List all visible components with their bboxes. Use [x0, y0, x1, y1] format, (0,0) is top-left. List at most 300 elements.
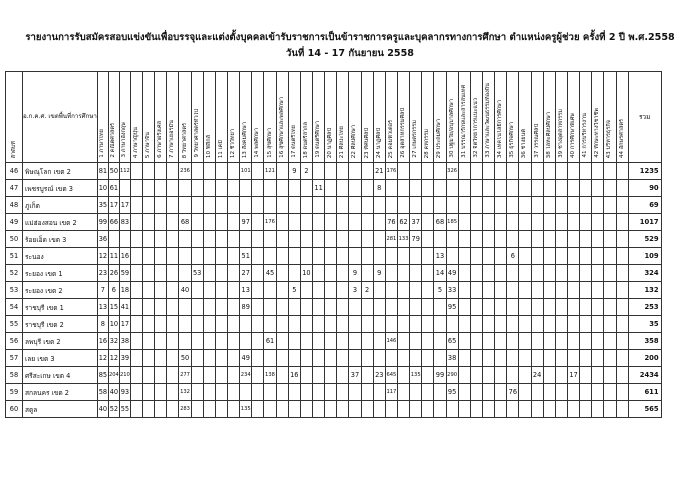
cell-subject-41: [580, 316, 592, 333]
cell-subject-18: [300, 316, 312, 333]
cell-subject-25: [385, 299, 397, 316]
cell-subject-17: [288, 333, 300, 350]
cell-subject-7: [167, 265, 179, 282]
cell-subject-29: 5: [434, 282, 446, 299]
cell-subject-41: [580, 197, 592, 214]
row-area-name: ลพบุรี เขต 2: [23, 333, 98, 350]
cell-subject-1: 58: [97, 384, 108, 401]
cell-subject-1: 23: [97, 265, 108, 282]
cell-subject-41: [580, 350, 592, 367]
row-area-name: ระยอง เขต 2: [23, 282, 98, 299]
row-total: 69: [628, 197, 661, 214]
cell-subject-6: [155, 214, 167, 231]
cell-subject-36: [519, 214, 531, 231]
table-row: [6, 214, 662, 231]
cell-subject-38: [543, 333, 555, 350]
cell-subject-11: [215, 350, 227, 367]
cell-subject-23: [361, 384, 373, 401]
table-row: [6, 367, 662, 384]
cell-subject-29: [434, 197, 446, 214]
cell-subject-36: [519, 384, 531, 401]
cell-subject-25: [385, 197, 397, 214]
cell-subject-37: [531, 282, 543, 299]
row-area-name: แม่ฮ่องสอน เขต 2: [23, 214, 98, 231]
cell-subject-6: [155, 197, 167, 214]
cell-subject-38: [543, 384, 555, 401]
cell-subject-13: 51: [240, 248, 252, 265]
cell-subject-29: [434, 401, 446, 418]
table-row: [6, 163, 662, 180]
cell-subject-26: [397, 197, 409, 214]
cell-subject-35: [507, 163, 519, 180]
cell-subject-16: [276, 384, 288, 401]
cell-subject-37: 24: [531, 367, 543, 384]
cell-subject-35: 6: [507, 248, 519, 265]
cell-subject-4: [130, 180, 142, 197]
cell-subject-43: [604, 180, 616, 197]
cell-subject-7: [167, 333, 179, 350]
cell-subject-9: [191, 367, 203, 384]
cell-subject-23: [361, 197, 373, 214]
row-total: 1017: [628, 214, 661, 231]
cell-subject-25: 76: [385, 214, 397, 231]
cell-subject-34: [495, 299, 507, 316]
cell-subject-35: [507, 350, 519, 367]
cell-subject-35: [507, 367, 519, 384]
table-row: [6, 316, 662, 333]
cell-subject-20: [325, 248, 337, 265]
cell-subject-34: [495, 350, 507, 367]
cell-subject-27: [410, 197, 422, 214]
cell-subject-20: [325, 214, 337, 231]
cell-subject-3: 17: [119, 197, 130, 214]
header-subject-20: 20 นาฏศิลป์: [325, 72, 337, 163]
cell-subject-43: [604, 316, 616, 333]
cell-subject-16: [276, 299, 288, 316]
cell-subject-14: [252, 401, 264, 418]
cell-subject-22: [349, 333, 361, 350]
cell-subject-44: [616, 248, 628, 265]
cell-subject-3: 41: [119, 299, 130, 316]
cell-subject-20: [325, 282, 337, 299]
cell-subject-37: [531, 265, 543, 282]
cell-subject-40: [567, 231, 579, 248]
cell-subject-4: [130, 333, 142, 350]
cell-subject-34: [495, 367, 507, 384]
cell-subject-26: [397, 384, 409, 401]
cell-subject-36: [519, 180, 531, 197]
cell-subject-3: 18: [119, 282, 130, 299]
cell-subject-18: [300, 214, 312, 231]
cell-subject-10: [203, 299, 215, 316]
cell-subject-11: [215, 282, 227, 299]
cell-subject-29: 99: [434, 367, 446, 384]
cell-subject-38: [543, 282, 555, 299]
cell-subject-26: [397, 248, 409, 265]
cell-subject-2: 11: [108, 248, 119, 265]
cell-subject-32: [470, 214, 482, 231]
cell-subject-43: [604, 350, 616, 367]
cell-subject-16: [276, 214, 288, 231]
cell-subject-24: [373, 197, 385, 214]
cell-subject-42: [592, 350, 604, 367]
cell-subject-36: [519, 163, 531, 180]
cell-subject-18: [300, 333, 312, 350]
cell-subject-19: [313, 214, 325, 231]
cell-subject-36: [519, 282, 531, 299]
cell-subject-19: [313, 231, 325, 248]
cell-subject-16: [276, 197, 288, 214]
cell-subject-40: [567, 214, 579, 231]
cell-subject-5: [143, 333, 155, 350]
cell-subject-9: [191, 401, 203, 418]
cell-subject-37: [531, 316, 543, 333]
cell-subject-35: [507, 265, 519, 282]
row-number: 49: [6, 214, 23, 231]
cell-subject-30: 33: [446, 282, 458, 299]
cell-subject-15: [264, 231, 276, 248]
cell-subject-3: 17: [119, 316, 130, 333]
cell-subject-26: [397, 350, 409, 367]
cell-subject-36: [519, 401, 531, 418]
cell-subject-12: [228, 248, 240, 265]
cell-subject-4: [130, 299, 142, 316]
cell-subject-17: [288, 197, 300, 214]
cell-subject-35: [507, 214, 519, 231]
cell-subject-3: 38: [119, 333, 130, 350]
cell-subject-2: [108, 231, 119, 248]
cell-subject-31: [458, 316, 470, 333]
cell-subject-16: [276, 231, 288, 248]
cell-subject-26: [397, 299, 409, 316]
cell-subject-18: [300, 401, 312, 418]
cell-subject-6: [155, 316, 167, 333]
cell-subject-34: [495, 214, 507, 231]
cell-subject-44: [616, 163, 628, 180]
cell-subject-20: [325, 180, 337, 197]
cell-subject-39: [555, 248, 567, 265]
cell-subject-11: [215, 299, 227, 316]
header-subject-30: 30 ปฐมวัย/อนุบาลศึกษา: [446, 72, 458, 163]
cell-subject-12: [228, 384, 240, 401]
cell-subject-34: [495, 265, 507, 282]
cell-subject-15: [264, 248, 276, 265]
cell-subject-22: [349, 316, 361, 333]
cell-subject-41: [580, 333, 592, 350]
cell-subject-43: [604, 214, 616, 231]
cell-subject-20: [325, 367, 337, 384]
cell-subject-14: [252, 231, 264, 248]
cell-subject-14: [252, 384, 264, 401]
cell-subject-1: 35: [97, 197, 108, 214]
cell-subject-12: [228, 163, 240, 180]
row-area-name: ร้อยเอ็ด เขต 3: [23, 231, 98, 248]
cell-subject-20: [325, 265, 337, 282]
cell-subject-31: [458, 180, 470, 197]
cell-subject-20: [325, 401, 337, 418]
cell-subject-41: [580, 231, 592, 248]
cell-subject-30: 65: [446, 333, 458, 350]
row-total: 565: [628, 401, 661, 418]
cell-subject-15: [264, 180, 276, 197]
row-number: 55: [6, 316, 23, 333]
cell-subject-17: [288, 384, 300, 401]
cell-subject-18: [300, 180, 312, 197]
cell-subject-19: [313, 401, 325, 418]
cell-subject-34: [495, 282, 507, 299]
cell-subject-27: 79: [410, 231, 422, 248]
cell-subject-16: [276, 367, 288, 384]
cell-subject-4: [130, 350, 142, 367]
cell-subject-24: [373, 282, 385, 299]
cell-subject-17: 16: [288, 367, 300, 384]
cell-subject-9: [191, 350, 203, 367]
cell-subject-6: [155, 401, 167, 418]
row-total: 529: [628, 231, 661, 248]
row-number: 53: [6, 282, 23, 299]
cell-subject-30: 49: [446, 265, 458, 282]
cell-subject-19: [313, 350, 325, 367]
cell-subject-27: [410, 282, 422, 299]
cell-subject-4: [130, 367, 142, 384]
header-subject-7: 7 ภาษาเยอรมัน: [167, 72, 179, 163]
cell-subject-30: [446, 248, 458, 265]
cell-subject-43: [604, 333, 616, 350]
cell-subject-18: [300, 282, 312, 299]
cell-subject-11: [215, 401, 227, 418]
cell-subject-6: [155, 163, 167, 180]
cell-subject-35: [507, 333, 519, 350]
cell-subject-43: [604, 299, 616, 316]
cell-subject-38: [543, 401, 555, 418]
cell-subject-40: [567, 197, 579, 214]
cell-subject-14: [252, 350, 264, 367]
cell-subject-11: [215, 214, 227, 231]
row-total: 35: [628, 316, 661, 333]
cell-subject-26: [397, 316, 409, 333]
cell-subject-9: [191, 231, 203, 248]
cell-subject-27: [410, 265, 422, 282]
cell-subject-9: 53: [191, 265, 203, 282]
cell-subject-30: [446, 401, 458, 418]
cell-subject-39: [555, 214, 567, 231]
cell-subject-1: 36: [97, 231, 108, 248]
cell-subject-14: [252, 265, 264, 282]
cell-subject-2: 6: [108, 282, 119, 299]
cell-subject-2: 204: [108, 367, 119, 384]
cell-subject-2: 26: [108, 265, 119, 282]
table-row: [6, 180, 662, 197]
cell-subject-44: [616, 299, 628, 316]
cell-subject-22: [349, 299, 361, 316]
cell-subject-27: [410, 333, 422, 350]
cell-subject-31: [458, 214, 470, 231]
cell-subject-22: [349, 180, 361, 197]
cell-subject-21: [337, 401, 349, 418]
cell-subject-35: 76: [507, 384, 519, 401]
cell-subject-24: 9: [373, 265, 385, 282]
cell-subject-44: [616, 316, 628, 333]
cell-subject-8: 283: [179, 401, 191, 418]
table-row: [6, 350, 662, 367]
cell-subject-14: [252, 282, 264, 299]
cell-subject-28: [422, 265, 434, 282]
cell-subject-24: 23: [373, 367, 385, 384]
cell-subject-32: [470, 248, 482, 265]
cell-subject-20: [325, 231, 337, 248]
row-number: 50: [6, 231, 23, 248]
cell-subject-39: [555, 231, 567, 248]
cell-subject-40: 17: [567, 367, 579, 384]
header-subject-43: 43 บริหารธุรกิจ: [604, 72, 616, 163]
cell-subject-38: [543, 197, 555, 214]
table-row: [6, 299, 662, 316]
header-subject-10: 10 ฟิสิกส์: [203, 72, 215, 163]
cell-subject-32: [470, 231, 482, 248]
cell-subject-12: [228, 282, 240, 299]
cell-subject-5: [143, 248, 155, 265]
cell-subject-10: [203, 248, 215, 265]
cell-subject-15: 61: [264, 333, 276, 350]
cell-subject-33: [482, 333, 494, 350]
cell-subject-41: [580, 282, 592, 299]
cell-subject-13: [240, 231, 252, 248]
header-subject-21: 21 ศิลปะไทย: [337, 72, 349, 163]
header-subject-14: 14 พลศึกษา: [252, 72, 264, 163]
cell-subject-25: [385, 316, 397, 333]
cell-subject-44: [616, 282, 628, 299]
cell-subject-38: [543, 316, 555, 333]
cell-subject-16: [276, 248, 288, 265]
cell-subject-43: [604, 401, 616, 418]
cell-subject-43: [604, 163, 616, 180]
cell-subject-12: [228, 333, 240, 350]
cell-subject-19: [313, 248, 325, 265]
cell-subject-6: [155, 265, 167, 282]
row-total: 132: [628, 282, 661, 299]
cell-subject-5: [143, 197, 155, 214]
cell-subject-17: [288, 350, 300, 367]
cell-subject-18: [300, 197, 312, 214]
row-area-name: ราชบุรี เขต 1: [23, 299, 98, 316]
table-body: [6, 163, 662, 418]
cell-subject-18: 2: [300, 163, 312, 180]
cell-subject-40: [567, 282, 579, 299]
cell-subject-2: 17: [108, 197, 119, 214]
cell-subject-35: [507, 299, 519, 316]
cell-subject-15: 138: [264, 367, 276, 384]
cell-subject-30: [446, 180, 458, 197]
cell-subject-2: 61: [108, 180, 119, 197]
cell-subject-27: 135: [410, 367, 422, 384]
cell-subject-25: [385, 265, 397, 282]
cell-subject-23: [361, 265, 373, 282]
cell-subject-44: [616, 384, 628, 401]
cell-subject-39: [555, 265, 567, 282]
cell-subject-14: [252, 214, 264, 231]
cell-subject-37: [531, 231, 543, 248]
cell-subject-37: [531, 384, 543, 401]
cell-subject-12: [228, 180, 240, 197]
cell-subject-16: [276, 163, 288, 180]
cell-subject-7: [167, 197, 179, 214]
cell-subject-4: [130, 163, 142, 180]
cell-subject-42: [592, 197, 604, 214]
cell-subject-17: [288, 299, 300, 316]
cell-subject-9: [191, 333, 203, 350]
header-subject-27: 27 เกษตรกรรม: [410, 72, 422, 163]
cell-subject-5: [143, 367, 155, 384]
cell-subject-14: [252, 367, 264, 384]
cell-subject-17: [288, 248, 300, 265]
cell-subject-15: 176: [264, 214, 276, 231]
cell-subject-37: [531, 248, 543, 265]
cell-subject-15: [264, 299, 276, 316]
cell-subject-10: [203, 163, 215, 180]
cell-subject-1: 85: [97, 367, 108, 384]
header-subject-25: 25 คอมพิวเตอร์: [385, 72, 397, 163]
cell-subject-15: [264, 282, 276, 299]
row-number: 54: [6, 299, 23, 316]
cell-subject-14: [252, 333, 264, 350]
cell-subject-3: 210: [119, 367, 130, 384]
header-total: รวม: [628, 72, 661, 163]
cell-subject-20: [325, 163, 337, 180]
cell-subject-13: 13: [240, 282, 252, 299]
cell-subject-25: 117: [385, 384, 397, 401]
cell-subject-9: [191, 299, 203, 316]
cell-subject-36: [519, 231, 531, 248]
cell-subject-36: [519, 367, 531, 384]
header-subject-38: 38 โลหะศิลปศึกษา: [543, 72, 555, 163]
header-subject-15: 15 สุขศึกษา: [264, 72, 276, 163]
cell-subject-38: [543, 350, 555, 367]
cell-subject-37: [531, 214, 543, 231]
cell-subject-5: [143, 163, 155, 180]
cell-subject-42: [592, 282, 604, 299]
cell-subject-8: 236: [179, 163, 191, 180]
header-subject-34: 34 เทคโนโลยีการศึกษา: [495, 72, 507, 163]
cell-subject-7: [167, 231, 179, 248]
row-number: 51: [6, 248, 23, 265]
cell-subject-36: [519, 197, 531, 214]
table-row: [6, 197, 662, 214]
cell-subject-10: [203, 350, 215, 367]
report-date: วันที่ 14 - 17 กันยายน 2558: [286, 48, 414, 59]
table-row: [6, 248, 662, 265]
cell-subject-39: [555, 367, 567, 384]
cell-subject-31: [458, 163, 470, 180]
cell-subject-26: [397, 180, 409, 197]
cell-subject-34: [495, 248, 507, 265]
cell-subject-9: [191, 180, 203, 197]
cell-subject-38: [543, 248, 555, 265]
cell-subject-7: [167, 350, 179, 367]
cell-subject-13: [240, 197, 252, 214]
cell-subject-32: [470, 282, 482, 299]
cell-subject-31: [458, 197, 470, 214]
cell-subject-30: 326: [446, 163, 458, 180]
cell-subject-24: 8: [373, 180, 385, 197]
cell-subject-28: [422, 231, 434, 248]
cell-subject-9: [191, 282, 203, 299]
cell-subject-2: 12: [108, 350, 119, 367]
row-area-name: เพชรบูรณ์ เขต 3: [23, 180, 98, 197]
cell-subject-1: 81: [97, 163, 108, 180]
cell-subject-25: [385, 282, 397, 299]
cell-subject-21: [337, 265, 349, 282]
cell-subject-25: 645: [385, 367, 397, 384]
